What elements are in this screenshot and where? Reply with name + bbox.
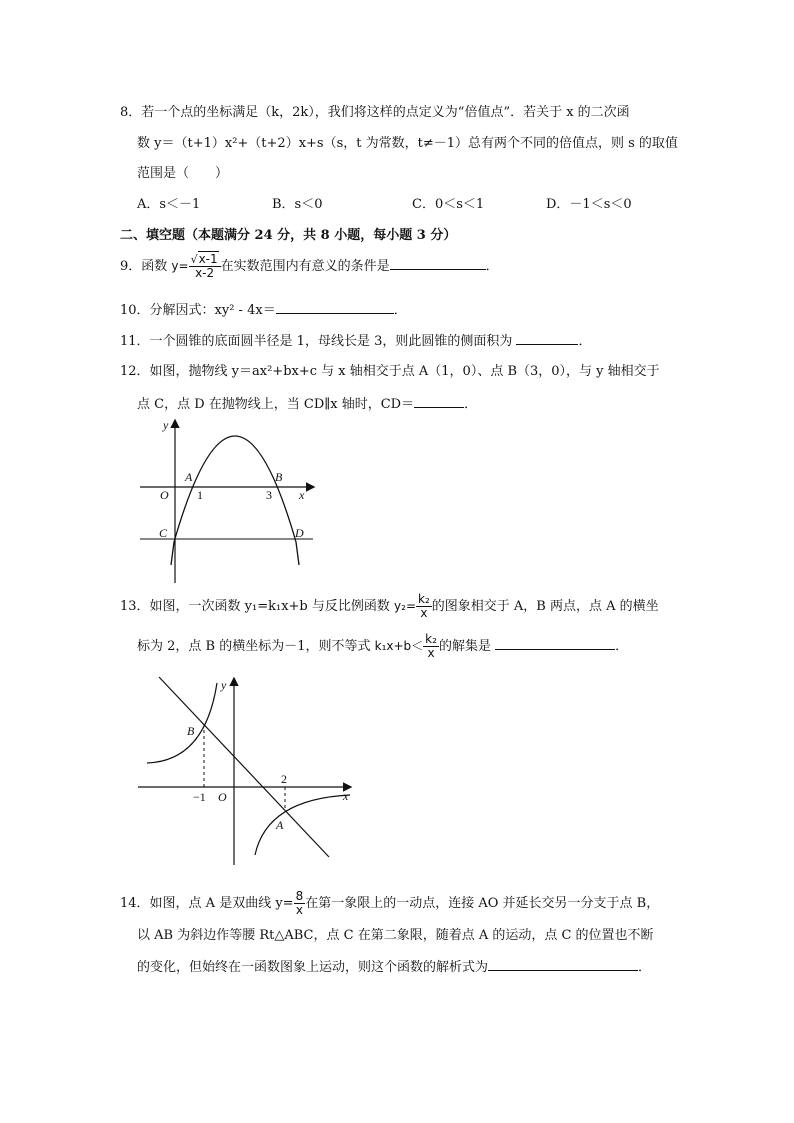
q11-end: ． bbox=[578, 334, 592, 349]
hyperbola-branch-right bbox=[255, 795, 350, 855]
q13-end: ． bbox=[615, 639, 629, 654]
fig12-point-d: D bbox=[295, 526, 304, 540]
fig13-point-a: A bbox=[276, 818, 284, 832]
q9-fraction: $\frac{√x-1}{x-2}$ bbox=[189, 253, 221, 280]
q8-option-b: B．s＜0 bbox=[272, 197, 323, 212]
q12-line2 bbox=[137, 395, 477, 414]
q12-end: ． bbox=[464, 397, 478, 412]
q12-line1: 12．如图，抛物线 y＝ax²+bx+c 与 x 轴相交于点 A（1，0）、点 B（3，0），与 y 轴相交于 bbox=[120, 364, 660, 379]
q14-line3 bbox=[137, 958, 651, 977]
fig12-origin: O bbox=[160, 488, 169, 502]
q14-line1 bbox=[120, 890, 659, 918]
q8-option-a: A．s＜－1 bbox=[137, 197, 201, 212]
parabola-curve bbox=[174, 436, 296, 542]
q11 bbox=[120, 332, 592, 351]
q9-y: y= bbox=[171, 259, 189, 273]
q10-answer-blank[interactable] bbox=[276, 301, 394, 314]
q9-numerator: x-1 bbox=[198, 252, 218, 266]
q13-line2 bbox=[137, 632, 628, 661]
q13-y2: y₂= bbox=[394, 599, 416, 613]
q13-line1 bbox=[120, 592, 659, 621]
q13-fraction2 bbox=[423, 633, 439, 660]
q8-option-d: D．－1＜s＜0 bbox=[546, 197, 632, 212]
parabola-figure bbox=[135, 415, 325, 587]
fig13-tick-neg1: −1 bbox=[193, 790, 206, 804]
q14-prefix: 14．如图，点 A 是双曲线 y= bbox=[120, 896, 294, 911]
q14-fraction bbox=[294, 890, 306, 917]
fig12-x-label: x bbox=[299, 488, 305, 502]
q14-end: ． bbox=[638, 960, 652, 975]
fig13-tick-2: 2 bbox=[281, 772, 287, 786]
q10-text: 10．分解因式：xy² - 4x＝ bbox=[120, 303, 276, 318]
q8-line3: 范围是（ ） bbox=[137, 166, 229, 181]
q13-prefix: 13．如图，一次函数 y₁=k₁x+b 与反比例函数 bbox=[120, 599, 395, 614]
fig12-y-label: y bbox=[163, 418, 169, 432]
q9-denominator: x-2 bbox=[195, 266, 215, 280]
fig12-point-a: A bbox=[185, 470, 193, 484]
q9-end: ． bbox=[485, 259, 499, 274]
section-heading: 二、填空题（本题满分 24 分，共 8 小题，每小题 3 分） bbox=[120, 228, 457, 243]
q14-line2: 以 AB 为斜边作等腰 Rt△ABC，点 C 在第二象限，随着点 A 的运动，点 C 的位置也不断 bbox=[137, 928, 654, 943]
q13-answer-blank[interactable] bbox=[495, 637, 615, 650]
fig12-tick-1: 1 bbox=[197, 488, 203, 502]
q13-line2-prefix: 标为 2，点 B 的横坐标为－1，则不等式 bbox=[137, 639, 375, 654]
fig13-point-b: B bbox=[187, 724, 195, 738]
q14-numerator: 8 bbox=[295, 889, 304, 903]
q13-text: 的图象相交于 A，B 两点，点 A 的横坐 bbox=[431, 599, 659, 614]
q13-numerator2: k₂ bbox=[425, 632, 437, 646]
q9-prefix: 9．函数 bbox=[120, 259, 172, 274]
q14-denominator: x bbox=[295, 903, 303, 917]
q13-denominator2: x bbox=[427, 646, 435, 660]
fig12-point-b: B bbox=[275, 470, 283, 484]
q9-text: 在实数范围内有意义的条件是 bbox=[220, 259, 390, 274]
fig12-point-c: C bbox=[159, 526, 168, 540]
q13-fraction bbox=[416, 593, 432, 620]
q10-end: ． bbox=[393, 303, 407, 318]
fig13-origin: O bbox=[218, 790, 227, 804]
q14-text: 在第一象限上的一动点，连接 AO 并延长交另一分支于点 B， bbox=[305, 896, 660, 911]
hyperbola-branch-left bbox=[147, 683, 217, 763]
q10 bbox=[120, 301, 407, 320]
fig13-y-label: y bbox=[221, 678, 227, 692]
q8-line1: 8．若一个点的坐标满足（k，2k），我们将这样的点定义为“倍值点”．若关于 x 的二次函 bbox=[120, 105, 630, 120]
q11-answer-blank[interactable] bbox=[516, 332, 578, 345]
q11-text: 11．一个圆锥的底面圆半径是 1，母线长是 3，则此圆锥的侧面积为 bbox=[120, 334, 517, 349]
q13-line2-text: 的解集是 bbox=[438, 639, 496, 654]
q12-answer-blank[interactable] bbox=[414, 395, 464, 408]
q8-line2: 数 y＝（t+1）x²+（t+2）x+s（s，t 为常数，t≠－1）总有两个不同的倍值点，则 s 的取值 bbox=[137, 136, 678, 151]
line-y1 bbox=[159, 677, 329, 857]
q9 bbox=[120, 252, 499, 281]
q13-numerator: k₂ bbox=[418, 592, 430, 606]
q8-option-c: C．0＜s＜1 bbox=[412, 197, 485, 212]
q13-inequality: k₁x+b＜ bbox=[374, 639, 424, 653]
q14-answer-blank[interactable] bbox=[488, 958, 638, 971]
q9-answer-blank[interactable] bbox=[390, 257, 486, 270]
fig12-tick-3: 3 bbox=[266, 488, 272, 502]
fig13-x-label: x bbox=[343, 789, 349, 803]
hyperbola-figure bbox=[135, 673, 360, 869]
q14-line3-text: 的变化，但始终在一函数图象上运动，则这个函数的解析式为 bbox=[137, 960, 489, 975]
q12-line2-text: 点 C，点 D 在抛物线上，当 CD∥x 轴时，CD＝ bbox=[137, 397, 415, 412]
q13-denominator: x bbox=[420, 606, 428, 620]
